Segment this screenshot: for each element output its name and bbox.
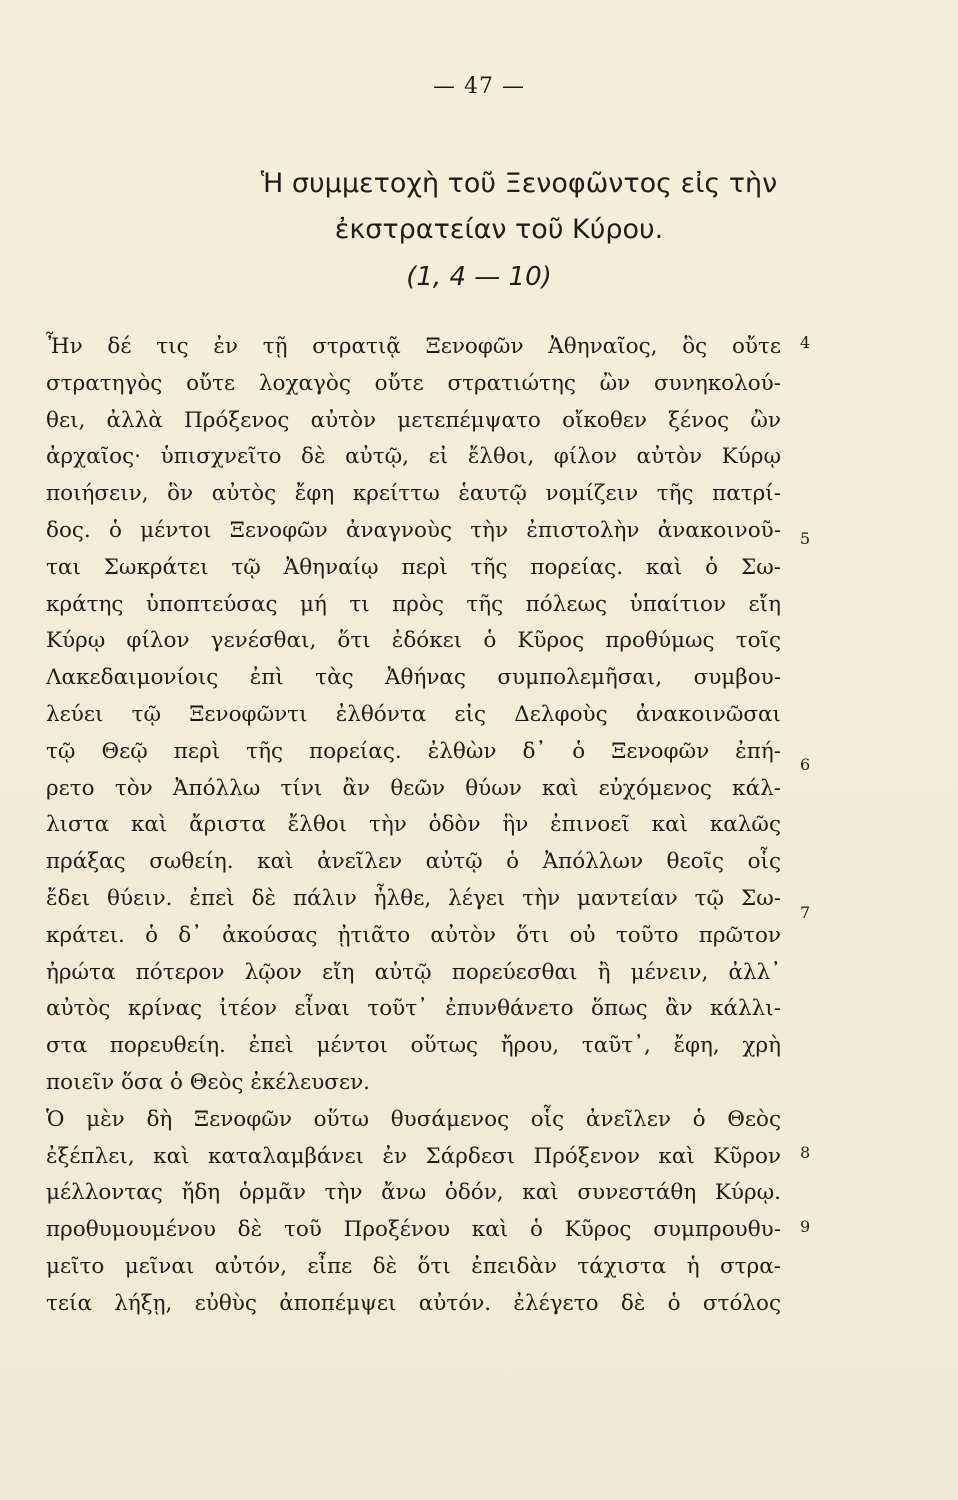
text-line: πράξας σωθείη. καὶ ἀνεῖλεν αὐτῷ ὁ Ἀπόλλων θεοῖς οἷς [46, 849, 781, 875]
text-line: κράτει. ὁ δ᾽ ἀκούσας ᾐτιᾶτο αὐτὸν ὅτι οὐ τοῦτο πρῶτον [46, 922, 781, 948]
text-line: μεῖτο μεῖναι αὐτόν, εἶπε δὲ ὅτι ἐπειδὰν τάχιστα ἡ στρα- [46, 1253, 781, 1279]
page-number: — 47 — [433, 74, 525, 99]
text-line: λιστα καὶ ἄριστα ἔλθοι τὴν ὁδὸν ἣν ἐπινοεῖ καὶ καλῶς [46, 812, 781, 838]
greek-text-body [46, 329, 781, 1323]
text-line: ἐξέπλει, καὶ καταλαμβάνει ἐν Σάρδεσι Πρόξενον καὶ Κῦρον [46, 1143, 781, 1169]
text-line: τῷ Θεῷ περὶ τῆς πορείας. ἐλθὼν δ᾽ ὁ Ξενοφῶν ἐπή- [46, 738, 781, 764]
text-line: στρατηγὸς οὔτε λοχαγὸς οὔτε στρατιώτης ὢν συνηκολού- [46, 370, 781, 396]
text-line: Ἦν δέ τις ἐν τῇ στρατιᾷ Ξενοφῶν Ἀθηναῖος, ὃς οὔτε [46, 334, 781, 359]
text-line: προθυμουμένου δὲ τοῦ Προξένου καὶ ὁ Κῦρος συμπρουθυ- [46, 1217, 781, 1243]
text-line: Λακεδαιμονίοις ἐπὶ τὰς Ἀθήνας συμπολεμῆσαι, συμβου- [46, 665, 781, 691]
text-line: ἔδει θύειν. ἐπεὶ δὲ πάλιν ἦλθε, λέγει τὴν μαντείαν τῷ Σω- [46, 885, 781, 911]
text-line: ποιεῖν ὅσα ὁ Θεὸς ἐκέλευσεν. [46, 1069, 370, 1095]
text-line: ἠρώτα πότερον λῷον εἴη αὐτῷ πορεύεσθαι ἢ μένειν, ἀλλ᾽ [46, 959, 781, 985]
section-number: 6 [800, 755, 811, 774]
text-line: ἀρχαῖος· ὑπισχνεῖτο δὲ αὐτῷ, εἰ ἔλθοι, φίλον αὐτὸν Κύρῳ [46, 444, 781, 470]
text-line: κράτης ὑποπτεύσας μή τι πρὸς τῆς πόλεως ὑπαίτιον εἴη [46, 591, 781, 617]
text-line: μέλλοντας ἤδη ὁρμᾶν τὴν ἄνω ὁδόν, καὶ συνεστάθη Κύρῳ. [46, 1180, 781, 1206]
text-line: ποιήσειν, ὃν αὐτὸς ἔφη κρείττω ἑαυτῷ νομίζειν τῆς πατρί- [46, 481, 781, 507]
text-line: στα πορευθείη. ἐπεὶ μέντοι οὕτως ἤρου, ταῦτ᾽, ἔφη, χρὴ [46, 1033, 781, 1059]
text-line: Ὁ μὲν δὴ Ξενοφῶν οὕτω θυσάμενος οἷς ἀνεῖλεν ὁ Θεὸς [46, 1106, 781, 1132]
text-line: ρετο τὸν Ἀπόλλω τίνι ἂν θεῶν θύων καὶ εὐχόμενος κάλ- [46, 775, 781, 801]
chapter-title-line-2: ἐκστρατείαν τοῦ Κύρου. [334, 214, 664, 245]
passage-reference: (1, 4 — 10) [406, 262, 552, 292]
section-number: 8 [800, 1143, 811, 1162]
text-line: αὐτὸς κρίνας ἰτέον εἶναι τοῦτ᾽ ἐπυνθάνετο ὅπως ἂν κάλλι- [46, 996, 781, 1022]
text-line: λεύει τῷ Ξενοφῶντι ἐλθόντα εἰς Δελφοὺς ἀνακοινῶσαι [46, 701, 781, 727]
text-line: θει, ἀλλὰ Πρόξενος αὐτὸν μετεπέμψατο οἴκοθεν ξένος ὢν [46, 407, 781, 433]
text-line: ται Σωκράτει τῷ Ἀθηναίῳ περὶ τῆς πορείας. καὶ ὁ Σω- [46, 554, 781, 580]
section-number: 5 [800, 529, 811, 548]
chapter-title-line-1: Ἡ συμμετοχὴ τοῦ Ξενοφῶντος εἰς τὴν [260, 168, 778, 199]
section-number: 9 [800, 1217, 811, 1236]
text-line: Κύρῳ φίλον γενέσθαι, ὅτι ἐδόκει ὁ Κῦρος προθύμως τοῖς [46, 628, 781, 654]
section-number: 4 [800, 333, 811, 352]
text-line: τεία λήξῃ, εὐθὺς ἀποπέμψει αὐτόν. ἐλέγετο δὲ ὁ στόλος [46, 1290, 781, 1316]
section-number: 7 [800, 903, 811, 922]
text-line: δος. ὁ μέντοι Ξενοφῶν ἀναγνοὺς τὴν ἐπιστολὴν ἀνακοινοῦ- [46, 517, 781, 543]
